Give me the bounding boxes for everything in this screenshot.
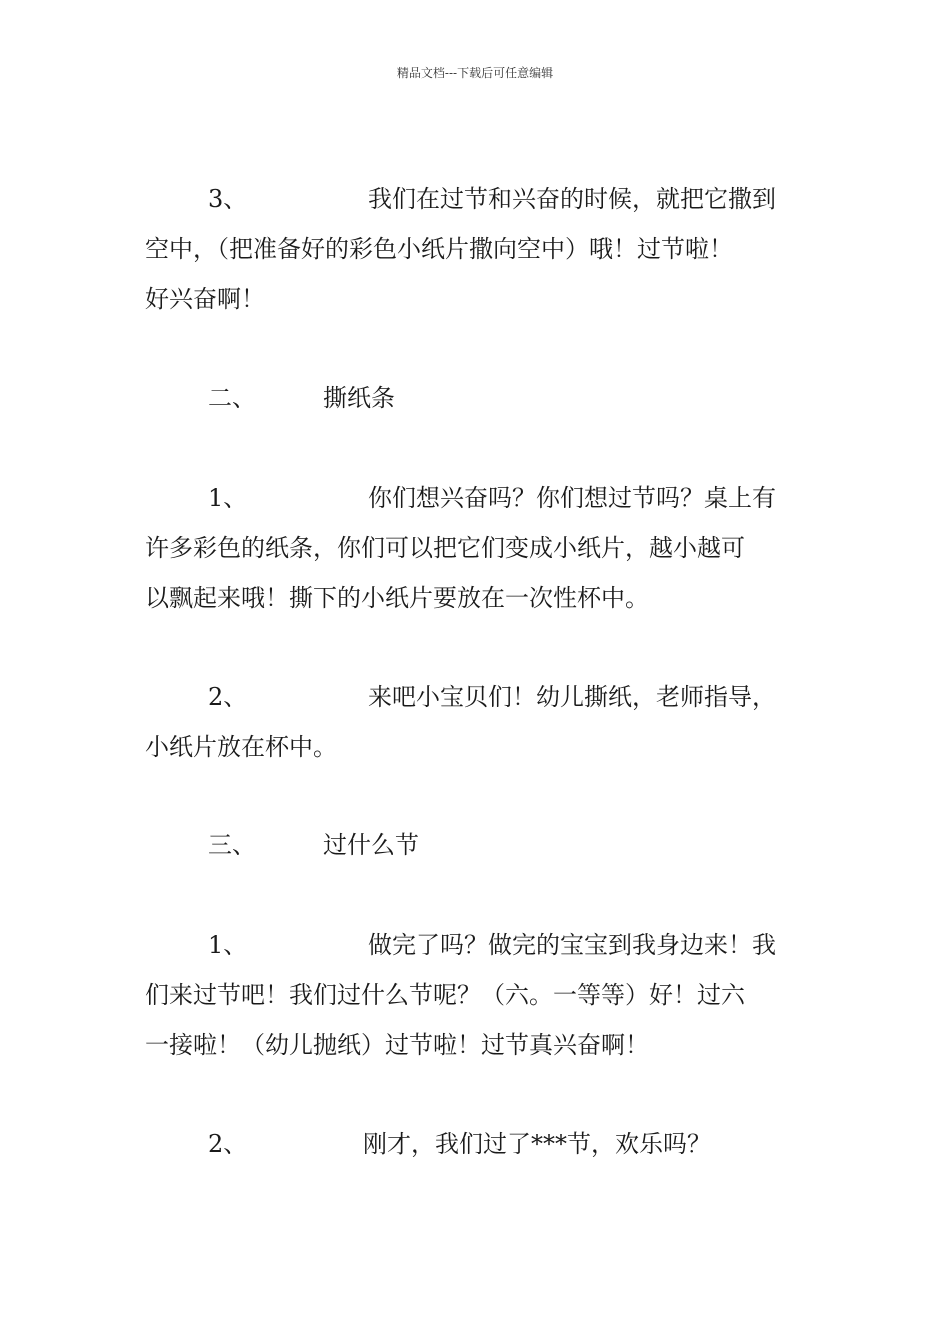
section-heading-2 <box>145 373 810 423</box>
item-number: 1、 <box>208 484 248 512</box>
paragraph-line: 做完了吗？做完的宝宝到我身边来！我 <box>368 931 776 959</box>
paragraph-line: 来吧小宝贝们！幼儿撕纸，老师指导， <box>368 683 776 711</box>
paragraph-line: 一接啦！（幼儿抛纸）过节啦！过节真兴奋啊！ <box>145 1031 649 1059</box>
paragraph-line: 我们在过节和兴奋的时候，就把它撒到 <box>368 185 776 213</box>
paragraph-line: 以飘起来哦！撕下的小纸片要放在一次性杯中。 <box>145 584 649 612</box>
paragraph-line: 小纸片放在杯中。 <box>145 733 337 761</box>
paragraph-line: 们来过节吧！我们过什么节呢？（六。一等等）好！过六 <box>145 981 745 1009</box>
paragraph-3 <box>145 174 810 324</box>
paragraph-2 <box>145 672 810 772</box>
paragraph-line: 空中，（把准备好的彩色小纸片撒向空中）哦！过节啦！ <box>145 235 733 263</box>
item-number: 2、 <box>208 1130 248 1158</box>
item-number: 2、 <box>208 683 248 711</box>
section-title: 过什么节 <box>323 831 419 859</box>
item-number: 1、 <box>208 931 248 959</box>
paragraph-1 <box>145 473 810 623</box>
paragraph-line: 好兴奋啊！ <box>145 285 265 313</box>
paragraph-line: 你们想兴奋吗？你们想过节吗？桌上有 <box>368 484 776 512</box>
paragraph-2b <box>145 1119 810 1169</box>
section-number: 二、 <box>208 384 256 412</box>
item-number: 3、 <box>208 185 248 213</box>
paragraph-line: 许多彩色的纸条，你们可以把它们变成小纸片，越小越可 <box>145 534 745 562</box>
paragraph-1b <box>145 920 810 1070</box>
section-heading-3 <box>145 820 810 870</box>
paragraph-line: 刚才，我们过了***节，欢乐吗？ <box>363 1130 711 1158</box>
section-number: 三、 <box>208 831 256 859</box>
page-header: 精品文档---下载后可任意编辑 <box>396 66 554 80</box>
section-title: 撕纸条 <box>323 384 395 412</box>
